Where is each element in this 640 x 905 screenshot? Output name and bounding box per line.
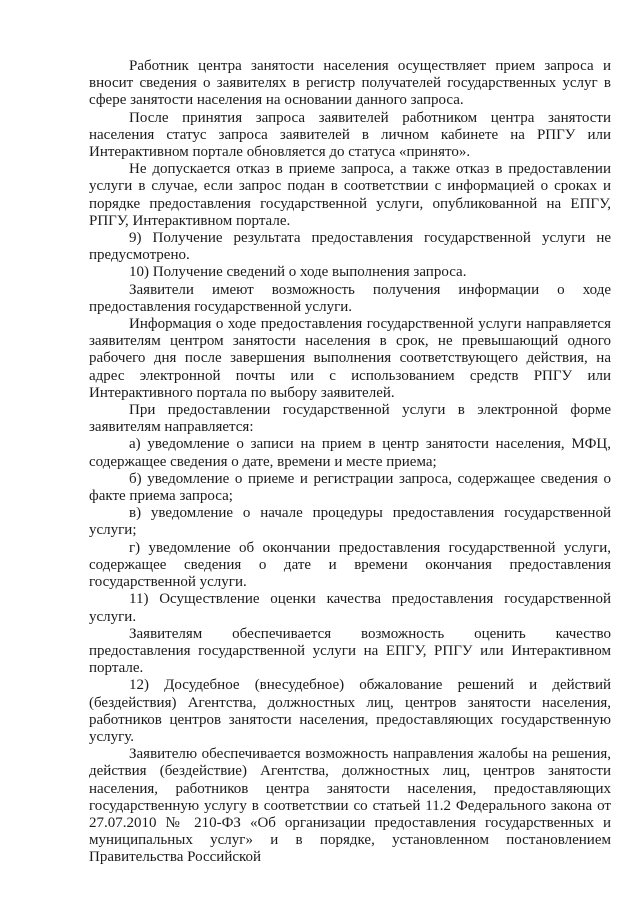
paragraph-complaint: Заявителю обеспечивается возможность направления жалобы на решения, действия (бездействие) Агентства, должностных лиц, центров занятости населения, работников центра занятости населения, предоставляющих государственную услугу в соответствии со статьей 11.2 Федерального закона от 27.07.2010 № 210-ФЗ «Об организации предоставления государственных и муниципальных услуг» и в порядке, установленном постановлением Правительства Российской: [89, 746, 611, 866]
paragraph-quality-rating: Заявителям обеспечивается возможность оценить качество предоставления государственной услуги на ЕПГУ, РПГУ или Интерактивном портале.: [89, 625, 611, 677]
paragraph-notice-d: г) уведомление об окончании предоставления государственной услуги, содержащее сведения о дате и времени окончания предоставления государственной услуги.: [89, 539, 611, 591]
paragraph-status-accepted: После принятия запроса заявителей работником центра занятости населения статус запроса заявителей в личном кабинете на РПГУ или Интерактивном портале обновляется до статуса «принято».: [89, 109, 611, 161]
paragraph-registry-entry: Работник центра занятости населения осуществляет прием запроса и вносит сведения о заявителях в регистр получателей государственных услуг в сфере занятости населения на основании данного запроса.: [89, 58, 611, 109]
paragraph-notice-a: а) уведомление о записи на прием в центр занятости населения, МФЦ, содержащее сведения о дате, времени и месте приема;: [89, 436, 611, 470]
document-page: [89, 58, 611, 867]
paragraph-section-10: 10) Получение сведений о ходе выполнения запроса.: [129, 264, 467, 281]
paragraph-progress-info: Заявители имеют возможность получения информации о ходе предоставления государственной услуги.: [89, 281, 611, 315]
paragraph-notice-c: в) уведомление о начале процедуры предоставления государственной услуги;: [89, 505, 611, 539]
paragraph-section-11: 11) Осуществление оценки качества предоставления государственной услуги.: [89, 591, 611, 625]
paragraph-notice-b: б) уведомление о приеме и регистрации запроса, содержащее сведения о факте приема запроса;: [89, 470, 611, 505]
paragraph-progress-delivery: Информация о ходе предоставления государственной услуги направляется заявителям центром занятости населения в срок, не превышающий одного рабочего дня после завершения выполнения соответствующего действия, на адрес электронной почты или с использованием средств РПГУ или Интерактивного портала по выбору заявителей.: [89, 316, 611, 401]
paragraph-refusal-not-allowed: Не допускается отказ в приеме запроса, а также отказ в предоставлении услуги в случае, если запрос подан в соответствии с информацией о сроках и порядке предоставления государственной услуги, опубликованной на ЕПГУ, РПГУ, Интерактивном портале.: [89, 161, 611, 229]
paragraph-section-12: 12) Досудебное (внесудебное) обжалование решений и действий (бездействия) Агентства, должностных лиц, центров занятости населения, работников центров занятости населения, предоставляющих государственную услугу.: [89, 677, 611, 745]
paragraph-section-9: 9) Получение результата предоставления государственной услуги не предусмотрено.: [89, 230, 611, 264]
paragraph-electronic-notices: При предоставлении государственной услуги в электронной форме заявителям направляется:: [89, 402, 611, 436]
